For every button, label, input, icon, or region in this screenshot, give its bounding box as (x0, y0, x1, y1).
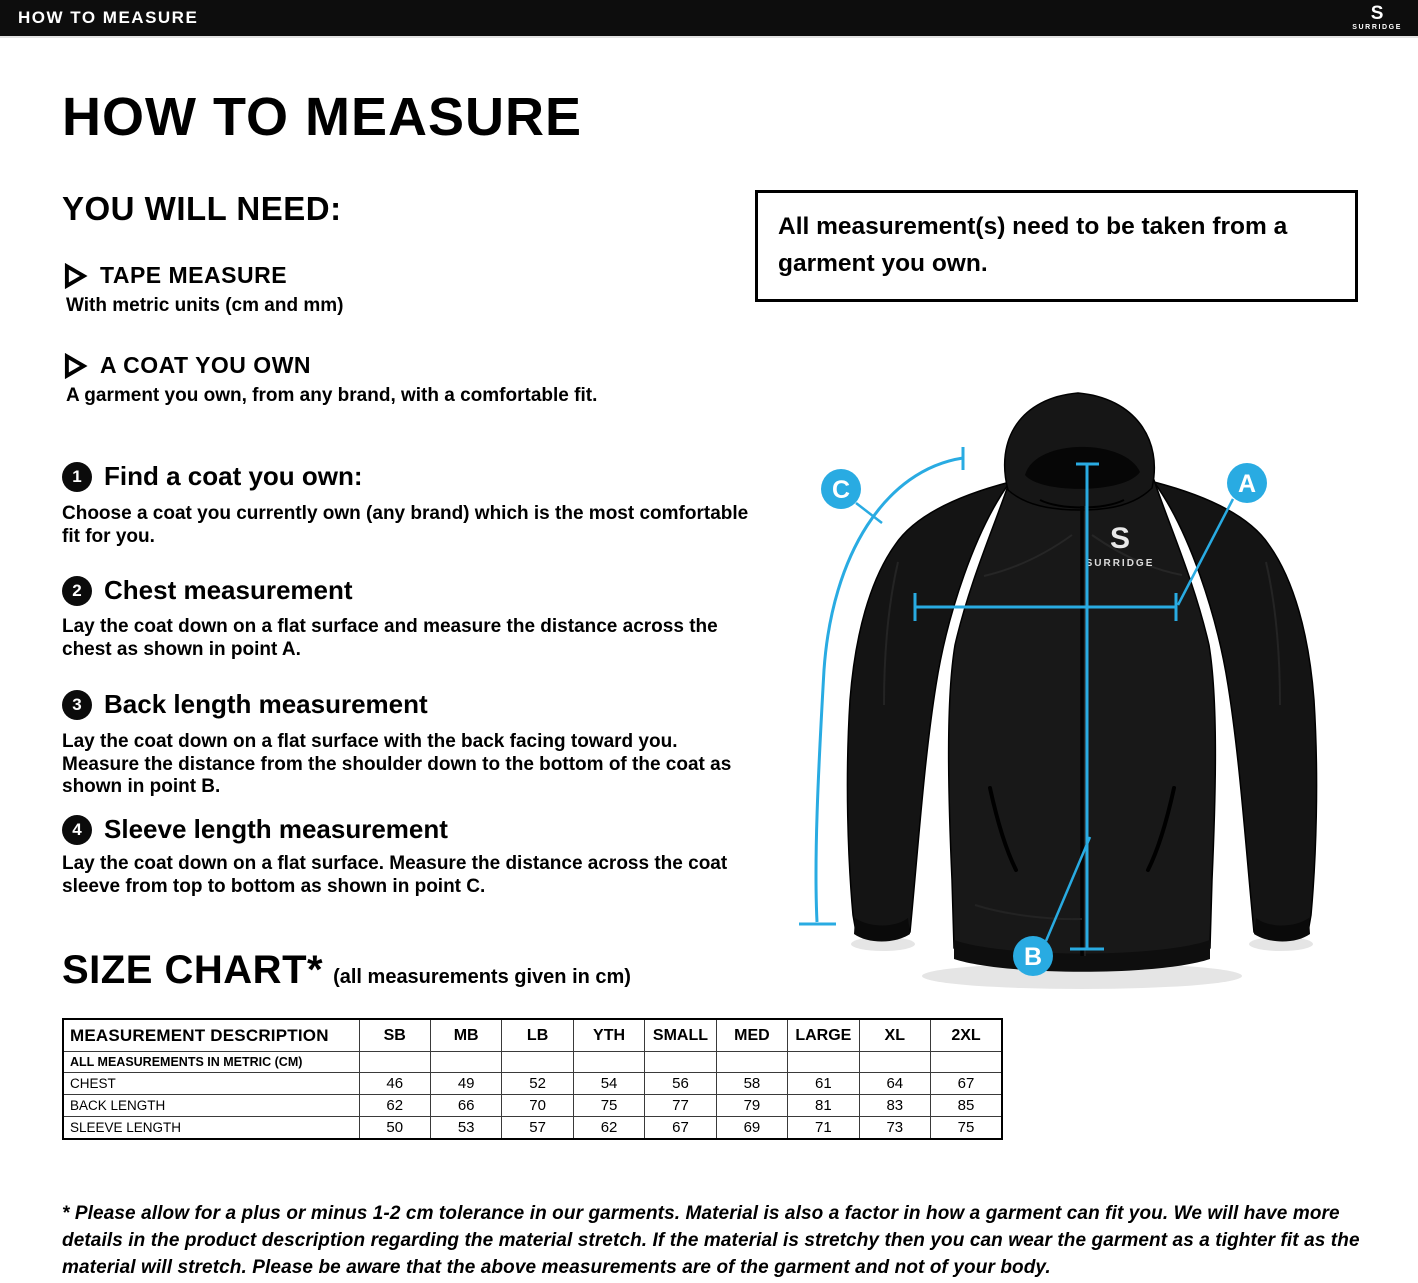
label-c-connector (856, 503, 882, 523)
need-item-tape-measure (62, 262, 343, 317)
step-3-heading (62, 689, 428, 720)
step-2-description: Lay the coat down on a flat surface and measure the distance across the chest as shown in point A. (62, 616, 718, 660)
step-number-badge: 2 (62, 576, 92, 606)
step-4-heading (62, 814, 448, 845)
column-header: LB (502, 1019, 573, 1052)
table-row: BACK LENGTH 62 66 70 75 77 79 81 83 85 (63, 1095, 1002, 1117)
surridge-logo (1352, 5, 1418, 30)
size-chart-heading (62, 948, 631, 993)
triangle-bullet-icon (62, 263, 88, 289)
jacket-logo-text: SURRIDGE (1085, 558, 1155, 569)
size-chart-title: SIZE CHART* (62, 948, 324, 992)
jacket-measurement-diagram (790, 385, 1405, 1005)
column-header: SMALL (645, 1019, 716, 1052)
need-item-coat (62, 352, 597, 407)
page-title: HOW TO MEASURE (62, 87, 583, 147)
label-c: C (831, 476, 851, 504)
column-header: 2XL (931, 1019, 1003, 1052)
table-row: CHEST 46 49 52 54 56 58 61 64 67 (63, 1073, 1002, 1095)
row-label: CHEST (63, 1073, 359, 1095)
notice-box: All measurement(s) need to be taken from a garment you own. (755, 190, 1358, 302)
need-item-title: TAPE MEASURE (100, 262, 288, 288)
column-header: XL (859, 1019, 930, 1052)
top-bar (0, 0, 1418, 38)
column-header: MED (716, 1019, 787, 1052)
size-chart-table (62, 1018, 1003, 1140)
label-b: B (1023, 943, 1043, 971)
column-header: MB (430, 1019, 501, 1052)
step-2-heading (62, 575, 353, 606)
note-cell: ALL MEASUREMENTS IN METRIC (CM) (63, 1052, 359, 1073)
column-header: YTH (573, 1019, 644, 1052)
table-row: SLEEVE LENGTH 50 53 57 62 67 69 71 73 75 (63, 1117, 1002, 1140)
column-header: LARGE (788, 1019, 859, 1052)
step-4-description: Lay the coat down on a flat surface. Measure the distance across the coat sleeve from top to bottom as shown in point C. (62, 853, 728, 897)
column-header: MEASUREMENT DESCRIPTION (63, 1019, 359, 1052)
need-item-title: A COAT YOU OWN (100, 352, 312, 378)
step-title: Back length measurement (104, 689, 428, 719)
label-a: A (1237, 470, 1257, 498)
step-1-heading (62, 461, 363, 492)
table-header-row (63, 1019, 1002, 1052)
step-title: Sleeve length measurement (104, 814, 448, 844)
jacket-logo-s: S (1109, 522, 1131, 555)
step-3-description: Lay the coat down on a flat surface with the back facing toward you. Measure the distance from the shoulder down to the bottom of the coat as shown in point B. (62, 731, 732, 797)
size-chart-subtitle: (all measurements given in cm) (333, 966, 631, 988)
need-item-description: A garment you own, from any brand, with a comfortable fit. (66, 385, 598, 406)
surridge-logo-text: SURRIDGE (1352, 23, 1402, 31)
column-header: SB (359, 1019, 430, 1052)
you-will-need-heading: YOU WILL NEED: (62, 190, 342, 227)
table-note-row (63, 1052, 1002, 1073)
row-label: SLEEVE LENGTH (63, 1117, 359, 1140)
step-title: Find a coat you own: (104, 461, 363, 491)
step-title: Chest measurement (104, 575, 353, 605)
triangle-bullet-icon (62, 353, 88, 379)
surridge-s-icon: S (1370, 3, 1384, 25)
step-number-badge: 4 (62, 815, 92, 845)
row-label: BACK LENGTH (63, 1095, 359, 1117)
step-number-badge: 3 (62, 690, 92, 720)
step-1-description: Choose a coat you currently own (any brand) which is the most comfortable fit for you. (62, 503, 749, 547)
top-bar-title: HOW TO MEASURE (18, 8, 199, 27)
need-item-description: With metric units (cm and mm) (66, 295, 344, 316)
tolerance-footnote: * Please allow for a plus or minus 1-2 cm tolerance in our garments. Material is also a factor in how a garment can fit you. We will have more details in the product description regarding the material stretch. If the material is stretchy then you can wear the garment as a tighter fit as the material will stretch. Please be aware that the above measurements are of the garment and not of your body. (62, 1203, 1360, 1278)
step-number-badge: 1 (62, 462, 92, 492)
